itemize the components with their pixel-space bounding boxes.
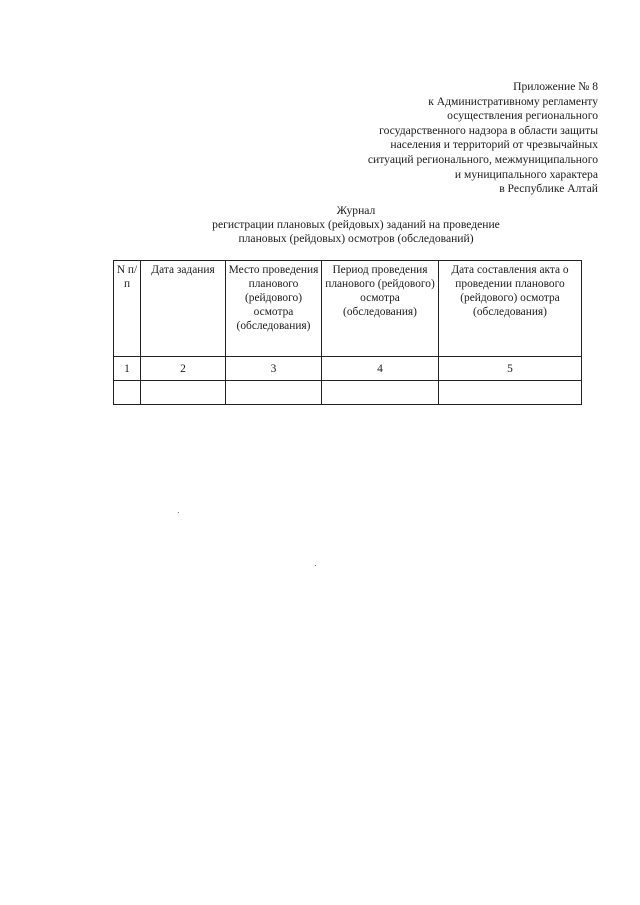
empty-cell xyxy=(439,381,582,405)
scan-speck xyxy=(178,512,179,513)
appendix-line: ситуаций регионального, межмуниципального xyxy=(367,152,598,166)
empty-cell xyxy=(226,381,322,405)
header-location: Место проведения планового (рейдового) осмотра (обследования) xyxy=(226,261,322,357)
table-header-row xyxy=(114,261,582,357)
journal-subtitle-line: регистрации плановых (рейдовых) заданий на проведение xyxy=(212,218,500,232)
appendix-line: Приложение № 8 xyxy=(513,80,598,93)
column-number-1: 1 xyxy=(114,357,141,381)
journal-title: Журнал xyxy=(336,204,376,217)
appendix-line: к Административному регламенту xyxy=(428,94,598,108)
column-number-3: 3 xyxy=(226,357,322,381)
appendix-line: осуществления регионального xyxy=(447,109,598,123)
appendix-line: и муниципального характера xyxy=(454,167,598,181)
registration-table xyxy=(113,260,582,405)
journal-heading xyxy=(0,204,640,247)
table-row xyxy=(114,381,582,405)
header-task-date: Дата задания xyxy=(141,261,226,357)
appendix-line: государственного надзора в области защиты xyxy=(379,123,598,137)
header-period: Период проведения планового (рейдового) осмотра (обследования) xyxy=(322,261,439,357)
appendix-block xyxy=(368,80,598,197)
scan-speck xyxy=(315,565,316,566)
column-number-4: 4 xyxy=(322,357,439,381)
appendix-line: населения и территорий от чрезвычайных xyxy=(390,138,598,152)
header-number: N п/п xyxy=(114,261,141,357)
column-number-2: 2 xyxy=(141,357,226,381)
table-row xyxy=(114,357,582,381)
appendix-line: в Республике Алтай xyxy=(499,182,598,196)
header-act-date: Дата составления акта о проведении планового (рейдового) осмотра (обследования) xyxy=(439,261,582,357)
journal-subtitle-line: плановых (рейдовых) осмотров (обследований) xyxy=(238,232,474,246)
empty-cell xyxy=(322,381,439,405)
empty-cell xyxy=(141,381,226,405)
column-number-5: 5 xyxy=(439,357,582,381)
empty-cell xyxy=(114,381,141,405)
